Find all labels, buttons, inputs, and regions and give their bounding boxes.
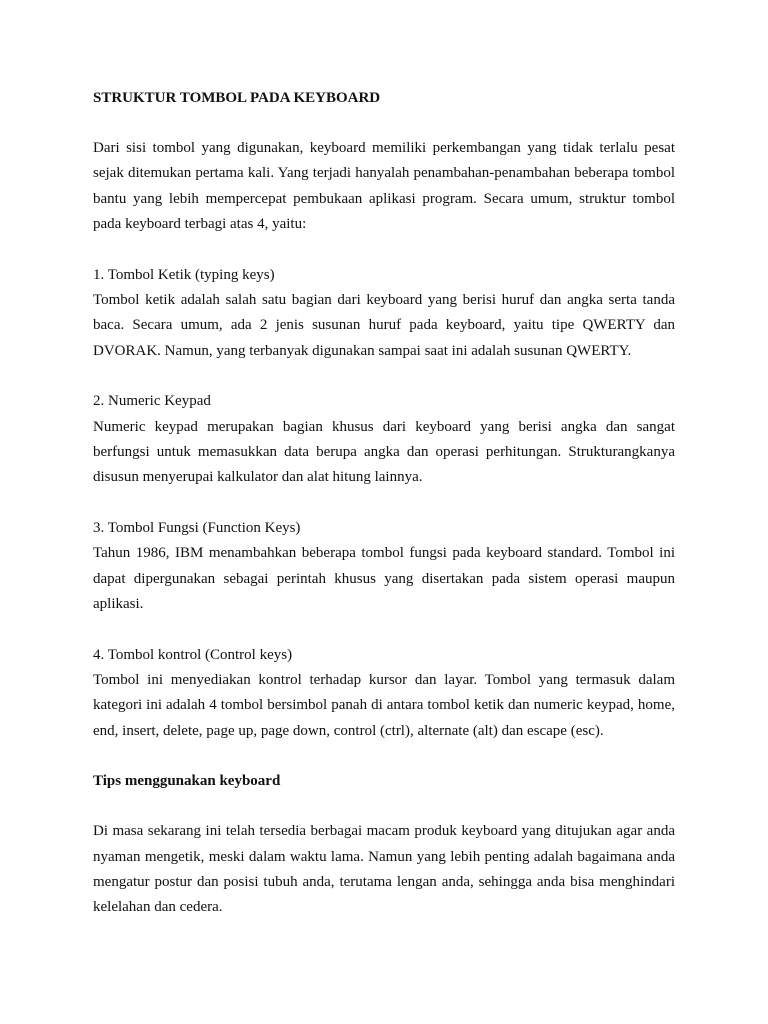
section-control-keys (93, 643, 675, 745)
section-numeric-keypad (93, 389, 675, 491)
section-heading: 2. Numeric Keypad (93, 393, 211, 410)
tips-paragraph: Di masa sekarang ini telah tersedia berbagai macam produk keyboard yang ditujukan agar anda nyaman mengetik, meski dalam waktu lama. Namun yang lebih penting adalah bagaimana anda mengatur postur dan posisi tubuh anda, terutama lengan anda, sehingga anda bisa menghindari kelelahan dan cedera. (93, 823, 675, 916)
section-typing-keys (93, 263, 675, 365)
section-body: Tombol ini menyediakan kontrol terhadap kursor dan layar. Tombol yang termasuk dalam kategori ini adalah 4 tombol bersimbol panah di antara tombol ketik dan numeric keypad, home, end, insert, delete, page up, page down, control (ctrl), alternate (alt) dan escape (esc). (93, 671, 675, 739)
intro-paragraph: Dari sisi tombol yang digunakan, keyboard memiliki perkembangan yang tidak terlalu pesat sejak ditemukan pertama kali. Yang terjadi hanyalah penambahan-penambahan beberapa tombol bantu yang lebih mempercepat pembukaan aplikasi program. Secara umum, struktur tombol pada keyboard terbagi atas 4, yaitu: (93, 140, 675, 233)
section-function-keys (93, 516, 675, 618)
section-heading: 4. Tombol kontrol (Control keys) (93, 646, 293, 663)
section-body: Tahun 1986, IBM menambahkan beberapa tombol fungsi pada keyboard standard. Tombol ini dapat dipergunakan sebagai perintah khusus yang disertakan pada sistem operasi maupun aplikasi. (93, 545, 675, 613)
tips-heading: Tips menggunakan keyboard (93, 773, 281, 790)
section-body: Tombol ketik adalah salah satu bagian dari keyboard yang berisi huruf dan angka serta tanda baca. Secara umum, ada 2 jenis susunan huruf pada keyboard, yaitu tipe QWERTY dan DVORAK. Namun, yang terbanyak digunakan sampai saat ini adalah susunan QWERTY. (93, 292, 675, 359)
document-title: STRUKTUR TOMBOL PADA KEYBOARD (93, 90, 381, 106)
section-heading: 1. Tombol Ketik (typing keys) (93, 266, 275, 283)
section-body: Numeric keypad merupakan bagian khusus dari keyboard yang berisi angka dan sangat berfungsi untuk memasukkan data berupa angka dan operasi perhitungan. Strukturangkanya disusun menyerupai kalkulator dan alat hitung lainnya. (93, 418, 675, 486)
section-heading: 3. Tombol Fungsi (Function Keys) (93, 519, 301, 536)
